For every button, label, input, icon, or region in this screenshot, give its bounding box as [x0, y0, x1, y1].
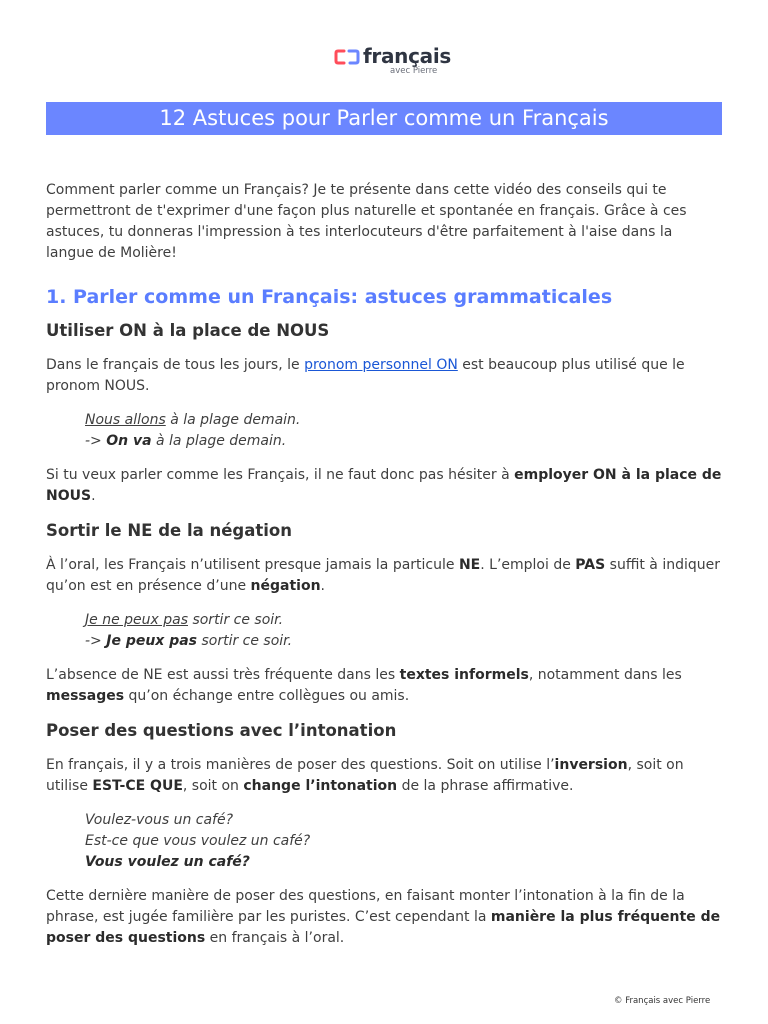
- example-underlined: Nous allons: [85, 412, 166, 428]
- example-block: [85, 610, 722, 652]
- paragraph: [46, 355, 722, 397]
- logo-name: français: [363, 44, 452, 68]
- text: À l’oral, les Français n’utilisent presque jamais la particule: [46, 557, 459, 573]
- section-heading: 1. Parler comme un Français: astuces grammaticales: [46, 286, 613, 308]
- example-bold: Vous voulez un café?: [85, 854, 250, 870]
- paragraph: [46, 465, 722, 507]
- text: .: [91, 488, 96, 504]
- text: En français, il y a trois manières de poser des questions. Soit on utilise l’: [46, 757, 555, 773]
- example-line: [85, 610, 722, 631]
- text: est beaucoup plus utilisé que le pronom NOUS.: [46, 357, 685, 394]
- paragraph: [46, 555, 722, 597]
- footer-copyright: © Français avec Pierre: [614, 996, 711, 1006]
- text: Dans le français de tous les jours, le: [46, 357, 305, 373]
- text: en français à l’oral.: [205, 930, 345, 946]
- article-body: [46, 180, 722, 962]
- text: sortir ce soir.: [188, 612, 284, 628]
- example-bold: Je peux pas: [106, 633, 198, 649]
- text: , soit on utilise: [46, 757, 684, 794]
- subsection-title-negation: Sortir le NE de la négation: [46, 521, 292, 540]
- text: , soit on: [182, 778, 244, 794]
- text: , notamment dans les: [528, 667, 682, 683]
- text: Cette dernière manière de poser des questions, en faisant monter l’intonation à la fin de la phrase, est jugée familière par les puristes. C’est cependant la: [46, 888, 685, 925]
- text: sortir ce soir.: [197, 633, 293, 649]
- intro-paragraph: Comment parler comme un Français? Je te présente dans cette vidéo des conseils qui te permettront de t'exprimer d'une façon plus naturelle et spontanée en français. Grâce à ces astuces, tu donneras l'impression à tes interlocuteurs d'être parfaitement à l'aise dans la langue de Molière!: [46, 182, 687, 261]
- example-block: [85, 810, 722, 873]
- bold-text: employer ON à la place de NOUS: [46, 467, 722, 504]
- bold-text: textes informels: [399, 667, 529, 683]
- example-underlined: Je ne peux pas: [85, 612, 188, 628]
- text: Si tu veux parler comme les Français, il ne faut donc pas hésiter à: [46, 467, 515, 483]
- page-title: 12 Astuces pour Parler comme un Français: [46, 102, 722, 135]
- text: à la plage demain.: [165, 412, 301, 428]
- text: de la phrase affirmative.: [397, 778, 574, 794]
- arrow-text: ->: [85, 433, 107, 449]
- subsection-title-on-nous: Utiliser ON à la place de NOUS: [46, 321, 330, 340]
- example-line: Voulez-vous un café?: [85, 812, 234, 828]
- example-line: [85, 431, 722, 452]
- text: qu’on échange entre collègues ou amis.: [124, 688, 410, 704]
- bold-text: inversion: [554, 757, 628, 773]
- pronom-personnel-link[interactable]: pronom personnel ON: [304, 357, 458, 373]
- bold-text: NE: [458, 557, 481, 573]
- logo-subtitle: avec Pierre: [390, 66, 438, 76]
- bold-text: PAS: [575, 557, 606, 573]
- example-line: Est-ce que vous voulez un café?: [85, 833, 311, 849]
- example-line: [85, 410, 722, 431]
- example-block: [85, 410, 722, 452]
- text: L’absence de NE est aussi très fréquente dans les: [46, 667, 400, 683]
- text: .: [320, 578, 325, 594]
- example-bold: On va: [106, 433, 152, 449]
- example-line: [85, 631, 722, 652]
- bold-text: négation: [250, 578, 321, 594]
- site-logo[interactable]: [334, 44, 452, 78]
- arrow-text: ->: [85, 633, 107, 649]
- text: . L’emploi de: [480, 557, 576, 573]
- bold-text: manière la plus fréquente de poser des questions: [46, 909, 721, 946]
- paragraph: [46, 886, 722, 949]
- text: suffit à indiquer qu’on est en présence d’une: [46, 557, 720, 594]
- bold-text: change l’intonation: [243, 778, 398, 794]
- example-line: [85, 852, 722, 873]
- paragraph: [46, 755, 722, 797]
- paragraph: [46, 665, 722, 707]
- bold-text: messages: [46, 688, 125, 704]
- text: à la plage demain.: [151, 433, 287, 449]
- logo-mark-icon: [334, 49, 360, 65]
- bold-text: EST-CE QUE: [92, 778, 183, 794]
- subsection-title-intonation: Poser des questions avec l’intonation: [46, 721, 397, 740]
